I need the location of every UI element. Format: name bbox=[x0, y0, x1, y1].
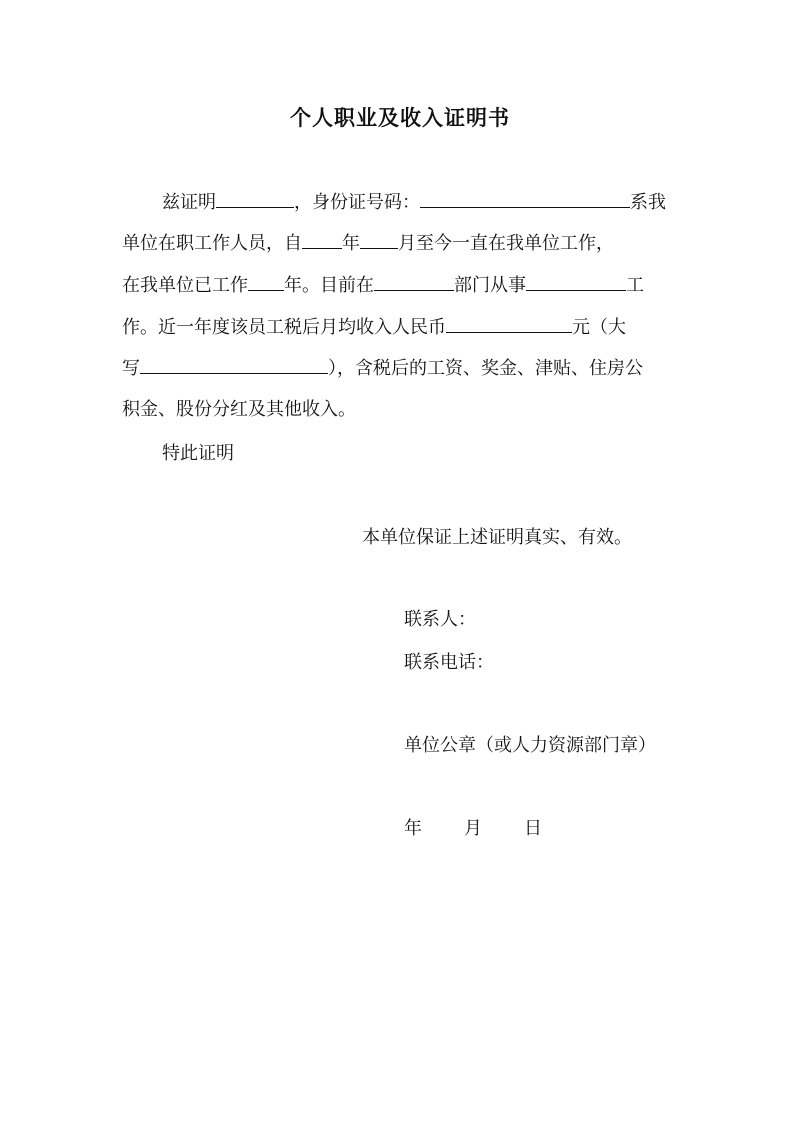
text-segment: 工 bbox=[626, 275, 644, 296]
paragraph-line-3 bbox=[122, 273, 644, 297]
text-segment: 元（大 bbox=[572, 317, 626, 338]
date-day: 日 bbox=[524, 818, 542, 839]
name-blank[interactable] bbox=[216, 190, 294, 208]
paragraph-line-6 bbox=[122, 398, 356, 422]
id-number-blank[interactable] bbox=[420, 190, 630, 208]
paragraph-line-4 bbox=[122, 315, 626, 339]
text-segment: 在我单位已工作 bbox=[122, 275, 248, 296]
company-seal-label: 单位公章（或人力资源部门章） bbox=[404, 735, 656, 756]
paragraph-line-2 bbox=[122, 231, 614, 255]
years-worked-blank[interactable] bbox=[248, 273, 284, 291]
text-segment: 写 bbox=[122, 358, 140, 379]
text-segment: 单位在职工作人员，自 bbox=[122, 233, 302, 254]
income-uppercase-blank[interactable] bbox=[140, 356, 328, 374]
income-amount-blank[interactable] bbox=[446, 315, 572, 333]
text-segment: 积金、股份分红及其他收入。 bbox=[122, 399, 356, 420]
date-line bbox=[404, 817, 542, 841]
guarantee-statement: 本单位保证上述证明真实、有效。 bbox=[362, 527, 632, 548]
position-blank[interactable] bbox=[526, 273, 626, 291]
contact-phone-label: 联系电话： bbox=[404, 652, 494, 673]
paragraph-line-5 bbox=[122, 356, 643, 380]
start-year-blank[interactable] bbox=[302, 231, 342, 249]
text-segment: 月至今一直在我单位工作， bbox=[398, 233, 614, 254]
text-segment: 作。近一年度该员工税后月均收入人民币 bbox=[122, 317, 446, 338]
document-title: 个人职业及收入证明书 bbox=[290, 106, 510, 130]
start-month-blank[interactable] bbox=[360, 231, 398, 249]
paragraph-line-1 bbox=[122, 190, 666, 214]
contact-person-label: 联系人： bbox=[404, 609, 476, 630]
special-certification-text: 特此证明 bbox=[162, 443, 234, 464]
date-month: 月 bbox=[464, 818, 482, 839]
date-year: 年 bbox=[404, 818, 422, 839]
text-segment: ，身份证号码： bbox=[294, 192, 420, 213]
text-segment: 年。目前在 bbox=[284, 275, 374, 296]
text-segment: 年 bbox=[342, 233, 360, 254]
department-blank[interactable] bbox=[374, 273, 454, 291]
text-segment: 兹证明 bbox=[162, 192, 216, 213]
text-segment: 系我 bbox=[630, 192, 666, 213]
text-segment: ），含税后的工资、奖金、津贴、住房公 bbox=[328, 358, 643, 379]
text-segment: 部门从事 bbox=[454, 275, 526, 296]
